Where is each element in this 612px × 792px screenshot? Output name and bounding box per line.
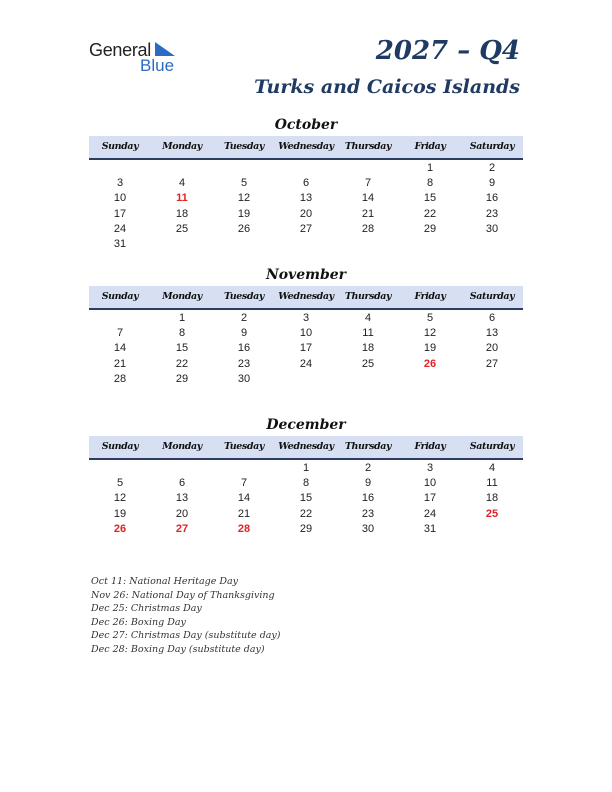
empty-day-cell	[399, 237, 461, 252]
day-cell: 28	[361, 222, 375, 235]
empty-day-cell	[337, 372, 399, 387]
day-cell: 2	[240, 312, 248, 324]
holiday-day-cell: 28	[237, 522, 251, 535]
day-cell: 23	[237, 357, 251, 370]
holiday-note: Oct 11: National Heritage Day	[91, 576, 238, 587]
month-november	[89, 266, 523, 387]
day-cell: 5	[426, 312, 434, 324]
week-row	[89, 522, 523, 537]
day-cell: 1	[426, 162, 434, 174]
weekday-sunday: Sunday	[101, 291, 139, 302]
week-row	[89, 207, 523, 222]
day-cell: 13	[299, 192, 313, 205]
day-cell: 6	[178, 477, 186, 490]
week-row	[89, 476, 523, 491]
weekday-header	[89, 286, 523, 310]
weekday-saturday: Saturday	[469, 291, 515, 302]
day-cell: 4	[488, 462, 496, 474]
weekday-friday: Friday	[414, 291, 446, 302]
day-cell: 27	[485, 357, 499, 370]
day-cell: 15	[175, 342, 189, 355]
week-row	[89, 491, 523, 506]
day-cell: 1	[302, 462, 310, 474]
day-cell: 3	[426, 462, 434, 474]
weekday-thursday: Thursday	[344, 291, 392, 302]
weekday-tuesday: Tuesday	[223, 291, 264, 302]
page-subtitle: Turks and Caicos Islands	[254, 76, 520, 98]
day-cell: 20	[299, 207, 313, 220]
day-cell: 24	[423, 507, 437, 520]
holiday-day-cell: 26	[423, 357, 437, 370]
month-title: December	[266, 417, 346, 433]
day-cell: 19	[113, 507, 127, 520]
day-cell: 25	[361, 357, 375, 370]
empty-day-cell	[151, 237, 213, 252]
day-cell: 29	[299, 522, 313, 535]
day-cell: 4	[364, 312, 372, 324]
day-cell: 15	[423, 192, 437, 205]
weekday-saturday: Saturday	[469, 141, 515, 152]
empty-day-cell	[461, 522, 523, 537]
day-cell: 8	[302, 477, 310, 490]
day-cell: 10	[423, 477, 437, 490]
weekday-wednesday: Wednesday	[278, 441, 334, 452]
day-cell: 29	[175, 372, 189, 385]
day-cell: 24	[299, 357, 313, 370]
day-cell: 18	[361, 342, 375, 355]
day-cell: 11	[362, 327, 374, 340]
day-cell: 14	[237, 492, 251, 505]
day-cell: 3	[116, 177, 124, 190]
month-grid	[89, 460, 523, 537]
day-cell: 16	[361, 492, 375, 505]
week-row	[89, 341, 523, 356]
weekday-sunday: Sunday	[101, 441, 139, 452]
day-cell: 23	[361, 507, 375, 520]
day-cell: 10	[113, 192, 127, 205]
month-december	[89, 416, 523, 537]
day-cell: 9	[240, 327, 248, 340]
week-row	[89, 176, 523, 191]
day-cell: 12	[113, 492, 127, 505]
month-grid	[89, 310, 523, 387]
day-cell: 1	[178, 312, 186, 324]
day-cell: 9	[488, 177, 496, 190]
week-row	[89, 507, 523, 522]
week-row	[89, 326, 523, 341]
month-title: October	[274, 117, 338, 133]
empty-day-cell	[213, 161, 275, 176]
week-row	[89, 357, 523, 372]
day-cell: 12	[423, 327, 437, 340]
empty-day-cell	[275, 372, 337, 387]
holiday-note: Dec 28: Boxing Day (substitute day)	[91, 643, 265, 655]
empty-day-cell	[337, 237, 399, 252]
month-grid	[89, 160, 523, 252]
day-cell: 30	[361, 522, 375, 535]
day-cell: 19	[237, 207, 251, 220]
empty-day-cell	[461, 372, 523, 387]
weekday-thursday: Thursday	[344, 441, 392, 452]
empty-day-cell	[275, 237, 337, 252]
day-cell: 20	[175, 507, 189, 520]
day-cell: 19	[423, 342, 437, 355]
day-cell: 31	[423, 522, 437, 535]
day-cell: 31	[113, 237, 127, 250]
week-row	[89, 311, 523, 326]
generalblue-logo	[89, 40, 189, 76]
weekday-header	[89, 436, 523, 460]
empty-day-cell	[151, 161, 213, 176]
day-cell: 13	[485, 327, 499, 340]
empty-day-cell	[89, 311, 151, 326]
day-cell: 2	[364, 462, 372, 474]
weekday-friday: Friday	[414, 141, 446, 152]
day-cell: 21	[237, 507, 251, 520]
holiday-note: Dec 26: Boxing Day	[91, 616, 186, 628]
day-cell: 30	[485, 222, 499, 235]
empty-day-cell	[275, 161, 337, 176]
holiday-note: Dec 25: Christmas Day	[91, 603, 202, 615]
logo-word-blue: Blue	[140, 56, 175, 75]
day-cell: 6	[302, 177, 310, 190]
empty-day-cell	[399, 372, 461, 387]
weekday-friday: Friday	[414, 441, 446, 452]
weekday-sunday: Sunday	[101, 141, 139, 152]
day-cell: 8	[178, 327, 186, 340]
week-row	[89, 372, 523, 387]
day-cell: 27	[299, 222, 313, 235]
day-cell: 11	[486, 477, 498, 490]
week-row	[89, 191, 523, 206]
day-cell: 23	[485, 207, 499, 220]
day-cell: 7	[364, 177, 372, 190]
weekday-tuesday: Tuesday	[223, 141, 264, 152]
weekday-wednesday: Wednesday	[278, 291, 334, 302]
empty-day-cell	[89, 461, 151, 476]
day-cell: 18	[175, 207, 189, 220]
day-cell: 4	[178, 177, 186, 190]
week-row	[89, 237, 523, 252]
day-cell: 28	[113, 372, 127, 385]
day-cell: 2	[488, 162, 496, 174]
holiday-day-cell: 25	[485, 507, 499, 520]
day-cell: 21	[361, 207, 375, 220]
day-cell: 14	[361, 192, 375, 205]
week-row	[89, 222, 523, 237]
day-cell: 5	[116, 477, 124, 490]
day-cell: 16	[485, 192, 499, 205]
empty-day-cell	[151, 461, 213, 476]
day-cell: 6	[488, 312, 496, 324]
holiday-note: Nov 26: National Day of Thanksgiving	[91, 589, 275, 601]
month-title: November	[265, 267, 347, 283]
day-cell: 14	[113, 342, 127, 355]
page-title: 2027 – Q4	[375, 36, 520, 66]
logo-flag-icon	[155, 42, 175, 56]
day-cell: 7	[116, 327, 124, 340]
day-cell: 16	[237, 342, 251, 355]
day-cell: 7	[240, 477, 248, 490]
day-cell: 25	[175, 222, 189, 235]
day-cell: 10	[299, 327, 313, 340]
holiday-note: Dec 27: Christmas Day (substitute day)	[91, 630, 281, 642]
holiday-day-cell: 11	[176, 192, 188, 205]
holiday-notes	[91, 575, 281, 657]
day-cell: 8	[426, 177, 434, 190]
day-cell: 12	[237, 192, 251, 205]
empty-day-cell	[213, 461, 275, 476]
weekday-wednesday: Wednesday	[278, 141, 334, 152]
day-cell: 22	[299, 507, 313, 520]
day-cell: 20	[485, 342, 499, 355]
weekday-header	[89, 136, 523, 160]
day-cell: 9	[364, 477, 372, 490]
day-cell: 24	[113, 222, 127, 235]
day-cell: 13	[175, 492, 189, 505]
day-cell: 5	[240, 177, 248, 190]
day-cell: 17	[299, 342, 313, 355]
day-cell: 17	[113, 207, 127, 220]
week-row	[89, 161, 523, 176]
day-cell: 30	[237, 372, 251, 385]
weekday-thursday: Thursday	[344, 141, 392, 152]
holiday-day-cell: 26	[113, 522, 127, 535]
weekday-saturday: Saturday	[469, 441, 515, 452]
holiday-day-cell: 27	[175, 522, 189, 535]
day-cell: 26	[237, 222, 251, 235]
day-cell: 17	[423, 492, 437, 505]
day-cell: 22	[423, 207, 437, 220]
empty-day-cell	[461, 237, 523, 252]
empty-day-cell	[213, 237, 275, 252]
logo-word-general: General	[89, 40, 151, 60]
month-october	[89, 116, 523, 252]
weekday-monday: Monday	[162, 141, 202, 152]
day-cell: 3	[302, 312, 310, 324]
weekday-tuesday: Tuesday	[223, 441, 264, 452]
day-cell: 15	[299, 492, 313, 505]
day-cell: 21	[113, 357, 127, 370]
weekday-monday: Monday	[162, 441, 202, 452]
day-cell: 29	[423, 222, 437, 235]
empty-day-cell	[89, 161, 151, 176]
day-cell: 18	[485, 492, 499, 505]
empty-day-cell	[337, 161, 399, 176]
day-cell: 22	[175, 357, 189, 370]
week-row	[89, 461, 523, 476]
weekday-monday: Monday	[162, 291, 202, 302]
